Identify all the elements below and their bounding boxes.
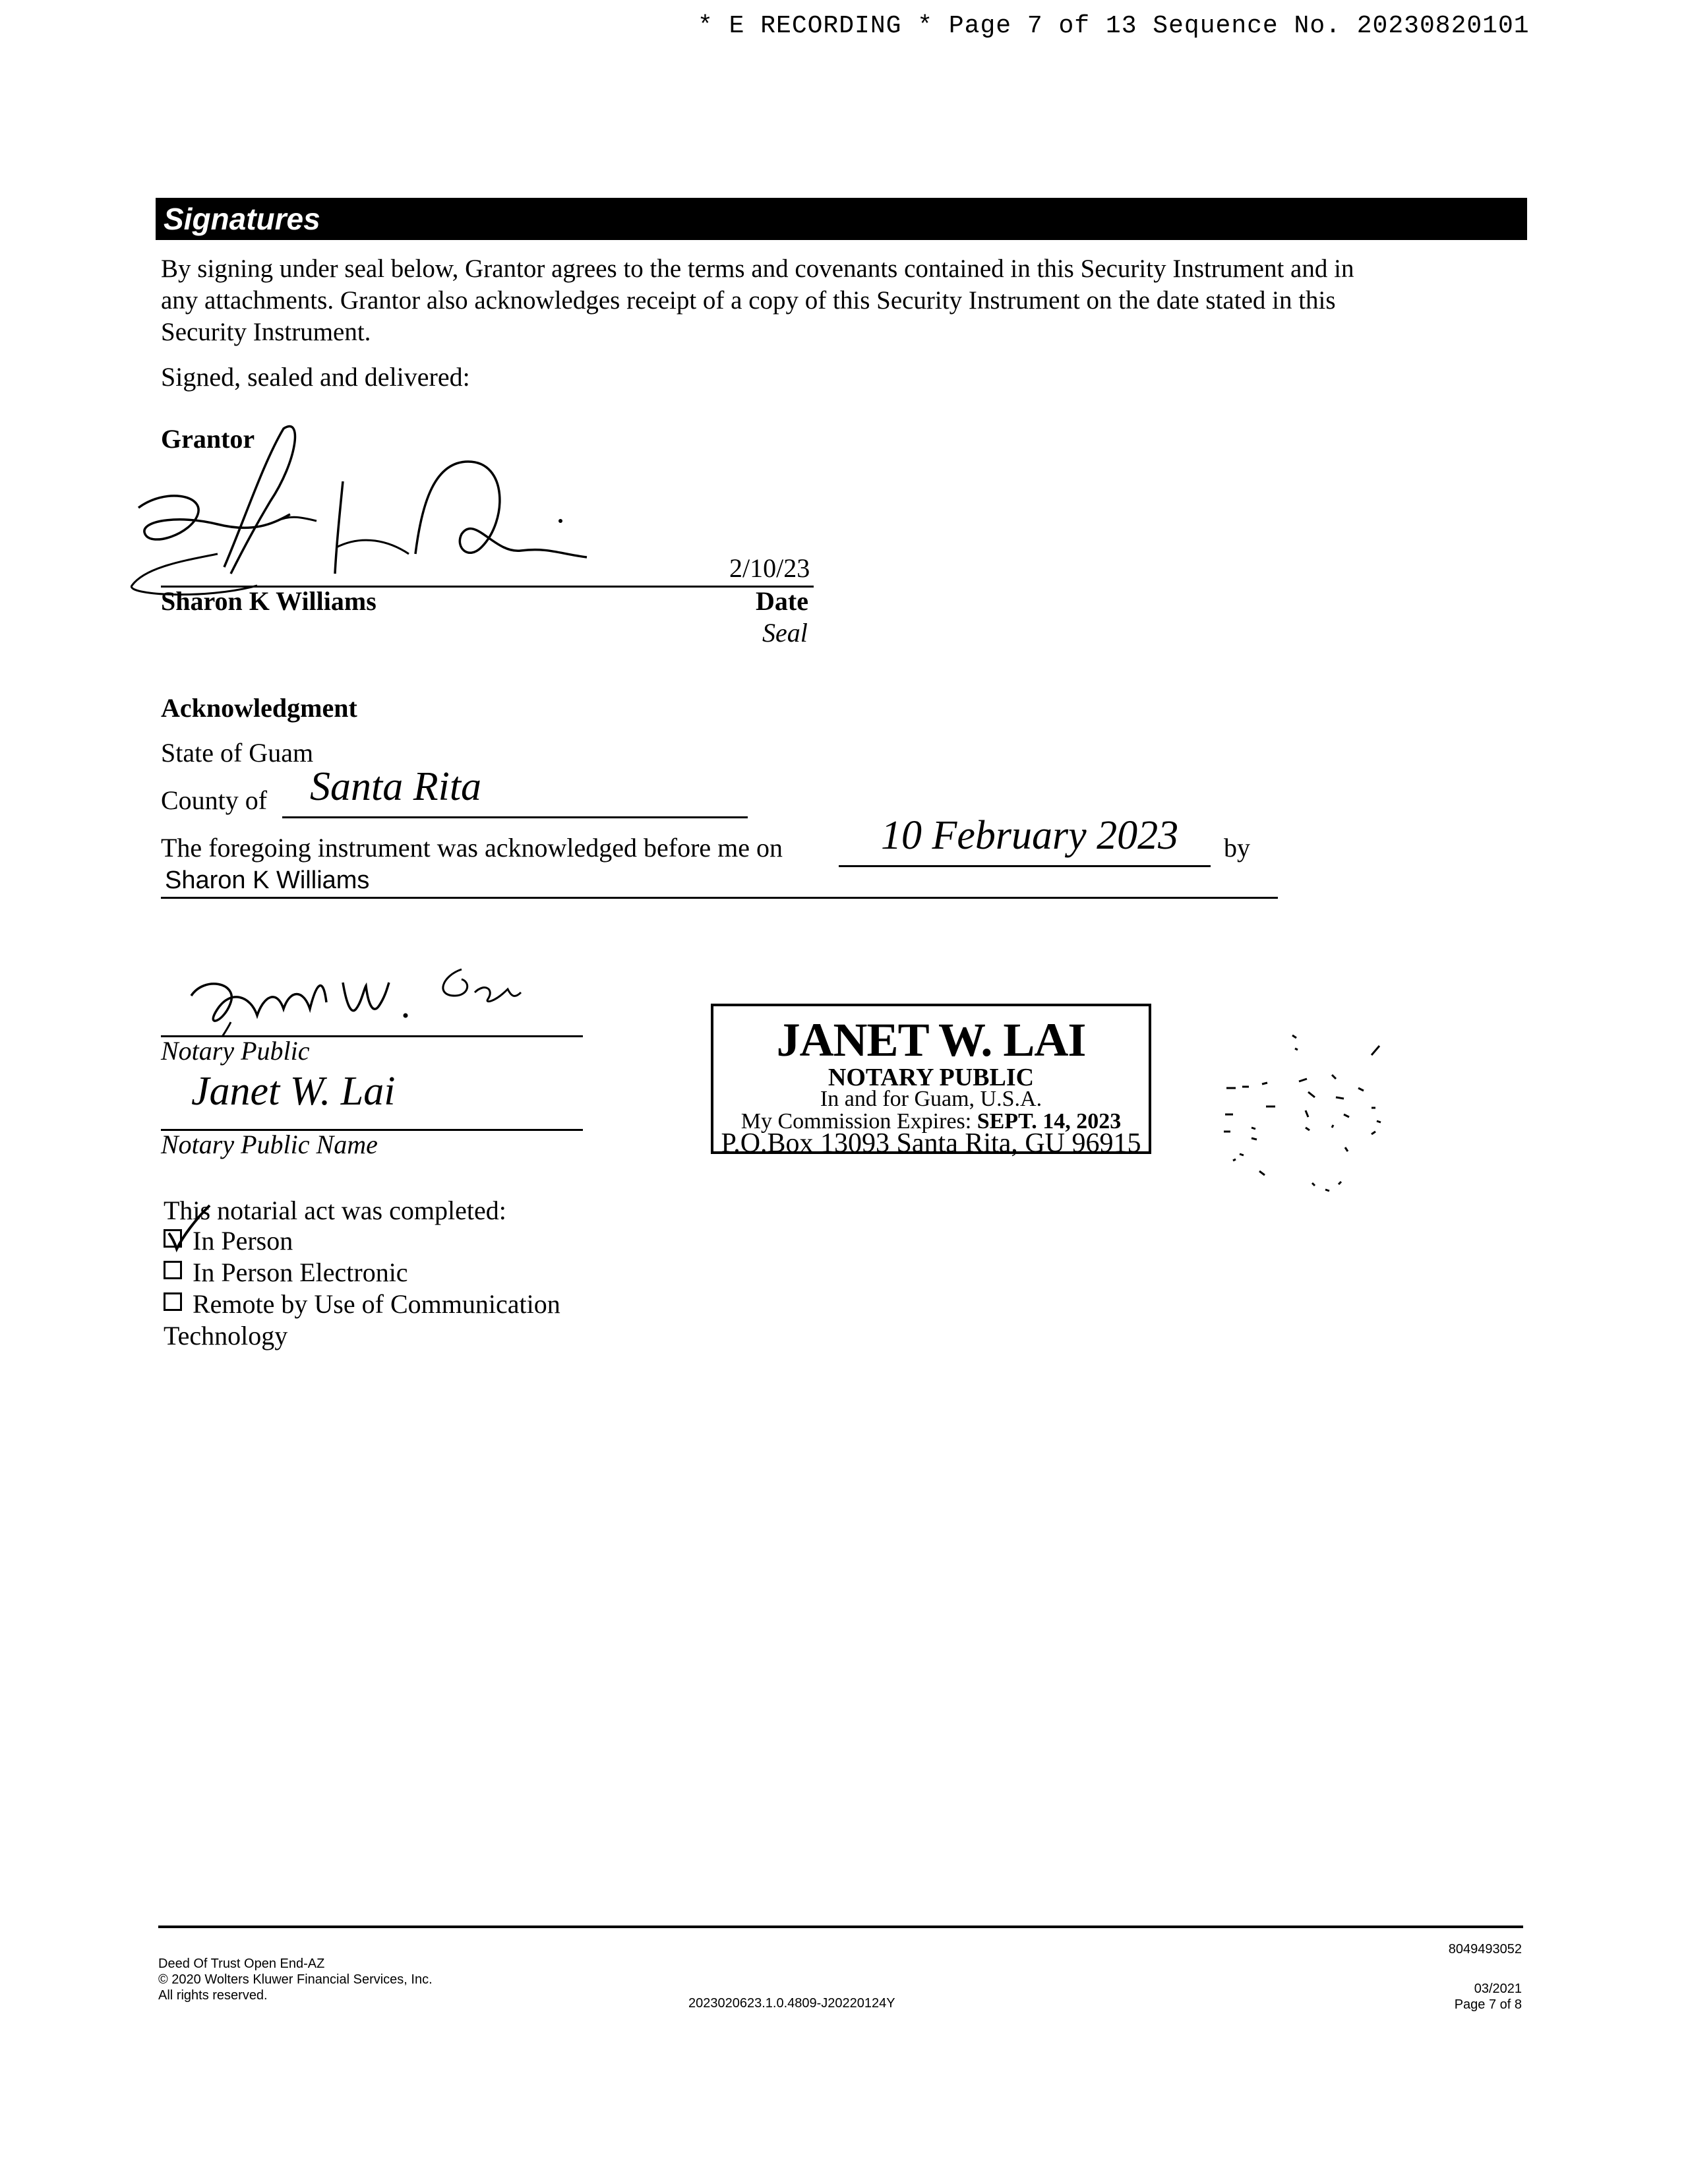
date-label: Date: [756, 586, 808, 616]
section-header-bar: [156, 198, 1527, 240]
grantor-signature: [125, 422, 600, 607]
acknowledged-person-name: Sharon K Williams: [165, 866, 370, 894]
recording-header: * E RECORDING * Page 7 of 13 Sequence No. 20230820101: [698, 12, 1530, 40]
intro-line-3: Security Instrument.: [161, 318, 371, 346]
stamp-name: JANET W. LAI: [776, 1014, 1086, 1066]
grantor-date-value: 2/10/23: [729, 553, 810, 583]
stamp-location: In and for Guam, U.S.A.: [820, 1087, 1042, 1111]
foregoing-text: The foregoing instrument was acknowledged before me on: [161, 833, 783, 863]
footer-loan-number: 8049493052: [1448, 1942, 1522, 1957]
section-title: Signatures: [164, 202, 320, 236]
remote-communication-checkbox[interactable]: [164, 1292, 182, 1311]
notary-stamp: [711, 1004, 1151, 1159]
footer-rights: All rights reserved.: [158, 1988, 268, 2003]
footer-form-date: 03/2021: [1474, 1982, 1522, 1996]
intro-line-2: any attachments. Grantor also acknowledges receipt of a copy of this Security Instrument on the date stated in this: [161, 286, 1336, 315]
seal-label: Seal: [762, 618, 808, 648]
footer-copyright: © 2020 Wolters Kluwer Financial Services, Inc.: [158, 1972, 433, 1987]
acknowledgment-heading: Acknowledgment: [161, 693, 357, 723]
acknowledgment-date-line: [839, 865, 1211, 867]
county-handwritten-value: Santa Rita: [310, 764, 482, 809]
county-line: [282, 816, 748, 818]
in-person-label: In Person: [193, 1226, 293, 1256]
signed-sealed-delivered: Signed, sealed and delivered:: [161, 362, 470, 392]
embossed-seal-marks: [1213, 1029, 1530, 1246]
in-person-electronic-checkbox[interactable]: [164, 1261, 182, 1279]
footer-page-label: Page 7 of 8: [1454, 1997, 1522, 2012]
stamp-expires-value: SEPT. 14, 2023: [977, 1109, 1122, 1134]
stamp-expires-label: My Commission Expires:: [740, 1109, 972, 1134]
footer-doc-code: 2023020623.1.0.4809-J20220124Y: [688, 1996, 895, 2011]
intro-line-1: By signing under seal below, Grantor agrees to the terms and covenants contained in this Security Instrument and in: [161, 255, 1354, 283]
notary-signature: [178, 956, 547, 1035]
technology-continuation: Technology: [164, 1321, 288, 1350]
footer-form-name: Deed Of Trust Open End-AZ: [158, 1957, 325, 1971]
in-person-electronic-label: In Person Electronic: [193, 1258, 408, 1287]
acknowledged-name-line: [161, 897, 1278, 899]
notary-public-name-label: Notary Public Name: [161, 1130, 378, 1159]
grantor-name: Sharon K Williams: [161, 586, 377, 616]
stamp-address: P.O.Box 13093 Santa Rita, GU 96915: [721, 1128, 1141, 1159]
remote-communication-label: Remote by Use of Communication: [193, 1289, 560, 1319]
state-line: State of Guam: [161, 738, 314, 768]
intro-paragraph: [161, 253, 1499, 348]
acknowledgment-handwritten-date: 10 February 2023: [881, 813, 1179, 858]
notarial-act-heading: This notarial act was completed:: [164, 1196, 506, 1225]
notary-name-handwritten: Janet W. Lai: [191, 1069, 396, 1114]
by-label: by: [1224, 833, 1250, 863]
county-label: County of: [161, 785, 268, 815]
grantor-label: Grantor: [161, 424, 255, 454]
footer-divider: [158, 1926, 1523, 1928]
stamp-title: NOTARY PUBLIC: [828, 1064, 1035, 1091]
notary-public-label: Notary Public: [161, 1036, 310, 1066]
